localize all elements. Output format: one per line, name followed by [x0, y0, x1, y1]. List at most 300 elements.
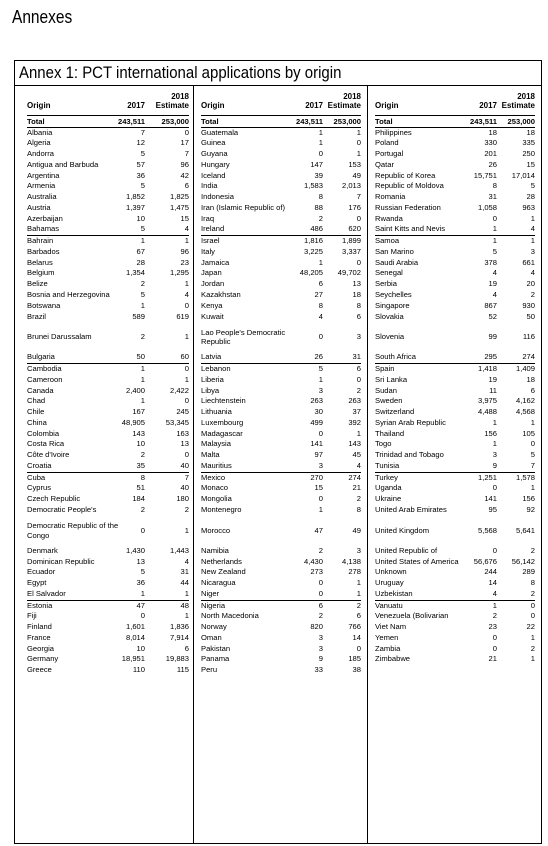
- table-row: [375, 128, 535, 139]
- origin-name: Albania: [27, 127, 53, 137]
- value-2018-estimate: 153: [348, 159, 361, 169]
- value-2017: 5: [492, 246, 497, 256]
- table-row: [201, 258, 361, 269]
- value-2017: 18: [488, 127, 497, 137]
- origin-name: Chad: [27, 396, 46, 406]
- table-row: [375, 268, 535, 279]
- table-row: [375, 203, 535, 214]
- table-row: [201, 450, 361, 461]
- table-row: [201, 557, 361, 568]
- value-2017: 0: [318, 578, 323, 588]
- table-row: [375, 224, 535, 235]
- value-2017: 26: [488, 159, 497, 169]
- value-2017: 0: [492, 213, 497, 223]
- origin-name: Indonesia: [201, 192, 234, 202]
- value-2018-estimate: 18: [526, 374, 535, 384]
- value-2017: 10: [136, 213, 145, 223]
- table-row: [27, 214, 189, 225]
- value-2017: 378: [484, 257, 497, 267]
- origin-name: Total: [27, 117, 45, 126]
- origin-name: Zimbabwe: [375, 654, 411, 664]
- header-2018-estimate: Estimate: [327, 101, 361, 110]
- origin-name: Italy: [201, 246, 215, 256]
- value-2017: 8: [492, 181, 497, 191]
- value-2017: 201: [484, 149, 497, 159]
- page-heading: Annexes: [12, 7, 73, 27]
- table-row: [201, 516, 361, 546]
- value-2018-estimate: 1: [356, 127, 361, 137]
- table-row: [375, 149, 535, 160]
- origin-name: Slovakia: [375, 311, 404, 321]
- value-2018-estimate: 17: [180, 138, 189, 148]
- value-2017: 0: [492, 545, 497, 555]
- value-2017: 48,205: [299, 268, 323, 278]
- value-2018-estimate: 4,568: [515, 407, 535, 417]
- table-row: [201, 654, 361, 665]
- value-2018-estimate: 1: [184, 279, 189, 289]
- value-2018-estimate: 6: [356, 611, 361, 621]
- origin-name: Kenya: [201, 300, 223, 310]
- total-row: [375, 116, 535, 128]
- value-2017: 1: [140, 236, 145, 246]
- value-2017: 8: [318, 192, 323, 202]
- value-2017: 19: [488, 279, 497, 289]
- origin-name: Niger: [201, 588, 220, 598]
- origin-name: Hungary: [201, 159, 230, 169]
- value-2017: 3,975: [477, 396, 497, 406]
- table-row: [201, 386, 361, 397]
- value-2018-estimate: 963: [522, 202, 535, 212]
- value-2017: 141: [484, 494, 497, 504]
- table-row: [375, 557, 535, 568]
- value-2018-estimate: 1,836: [169, 622, 189, 632]
- origin-name: Libya: [201, 385, 220, 395]
- table-row: [27, 654, 189, 665]
- origin-name: Bosnia and Herzegovina: [27, 289, 110, 299]
- origin-name: Bulgaria: [27, 352, 55, 362]
- table-row: [27, 611, 189, 622]
- value-2017: 589: [132, 311, 145, 321]
- table-row: [201, 235, 361, 247]
- value-2018-estimate: 185: [348, 654, 361, 664]
- value-2017: 3: [318, 632, 323, 642]
- origin-name: Monaco: [201, 483, 229, 493]
- value-2018-estimate: 0: [356, 138, 361, 148]
- origin-name: Sri Lanka: [375, 374, 408, 384]
- value-2018-estimate: 8: [356, 505, 361, 514]
- value-2018-estimate: 335: [522, 138, 535, 148]
- value-2017: 15,751: [473, 170, 497, 180]
- table-row: [201, 439, 361, 450]
- value-2018-estimate: 620: [348, 224, 361, 234]
- value-2017: 31: [488, 192, 497, 202]
- value-2018-estimate: 1,295: [169, 268, 189, 278]
- value-2018-estimate: 44: [180, 578, 189, 588]
- value-2017: 4,430: [303, 556, 323, 566]
- table-row: [375, 138, 535, 149]
- value-2017: 9: [492, 460, 497, 470]
- value-2017: 4: [492, 289, 497, 299]
- value-2017: 97: [314, 450, 323, 460]
- value-2017: 3: [318, 643, 323, 653]
- value-2018-estimate: 45: [352, 450, 361, 460]
- table-row: [375, 192, 535, 203]
- origin-name: Peru: [201, 665, 218, 675]
- origin-name: Togo: [375, 439, 392, 449]
- value-2018-estimate: 48: [180, 600, 189, 610]
- origin-name: Tunisia: [375, 460, 400, 470]
- value-2017: 8,014: [125, 632, 145, 642]
- value-2017: 1: [140, 588, 145, 598]
- header-2018-year: 2018: [171, 92, 189, 101]
- origin-name: Belgium: [27, 268, 55, 278]
- table-row: [201, 567, 361, 578]
- value-2018-estimate: 31: [180, 567, 189, 577]
- table-row: [201, 363, 361, 375]
- origin-name: United States of America: [375, 556, 459, 566]
- origin-name: Algeria: [27, 138, 51, 148]
- value-2017: 2: [318, 611, 323, 621]
- table-row: [375, 429, 535, 440]
- origin-name: Dominican Republic: [27, 556, 95, 566]
- header-2017: 2017: [479, 101, 497, 110]
- origin-name: Unknown: [375, 567, 407, 577]
- origin-name: Armenia: [27, 181, 56, 191]
- table-row: [375, 589, 535, 600]
- value-2017: 5: [140, 224, 145, 234]
- value-2018-estimate: 263: [348, 396, 361, 406]
- origin-name: Montenegro: [201, 505, 242, 514]
- origin-name: El Salvador: [27, 588, 66, 598]
- origin-name: Croatia: [27, 460, 52, 470]
- value-2018-estimate: 8: [530, 578, 535, 588]
- value-2018-estimate: 0: [530, 439, 535, 449]
- value-2018-estimate: 15: [526, 159, 535, 169]
- value-2018-estimate: 253,000: [333, 117, 361, 126]
- table-row: [27, 567, 189, 578]
- origin-name: Serbia: [375, 279, 397, 289]
- value-2017: 18,951: [121, 654, 145, 664]
- value-2018-estimate: 1: [530, 417, 535, 427]
- table-row: [375, 654, 535, 665]
- table-row: [201, 589, 361, 600]
- value-2017: 1: [492, 417, 497, 427]
- value-2017: 21: [488, 654, 497, 664]
- value-2017: 19: [488, 374, 497, 384]
- origin-name: Lao People's Democratic Republic: [201, 327, 286, 347]
- origin-name: United Republic of: [375, 545, 438, 555]
- table-row: [375, 461, 535, 472]
- value-2017: 273: [310, 567, 323, 577]
- header-2018: [328, 92, 361, 110]
- value-2018-estimate: 115: [176, 665, 189, 675]
- table-row: [201, 644, 361, 655]
- value-2018-estimate: 4,162: [515, 396, 535, 406]
- value-2018-estimate: 19,883: [165, 654, 189, 664]
- origin-name: Portugal: [375, 149, 404, 159]
- value-2017: 10: [136, 439, 145, 449]
- origin-name: Cameroon: [27, 374, 63, 384]
- value-2018-estimate: 116: [522, 332, 535, 342]
- value-2018-estimate: 1: [184, 374, 189, 384]
- value-2018-estimate: 22: [526, 622, 535, 632]
- origin-name: Lithuania: [201, 407, 232, 417]
- value-2018-estimate: 56,142: [511, 556, 535, 566]
- table-row: [27, 665, 189, 676]
- origin-name: Russian Federation: [375, 202, 441, 212]
- origin-name: Venezuela (Bolivarian: [375, 611, 449, 621]
- value-2017: 39: [314, 170, 323, 180]
- value-2018-estimate: 2: [530, 289, 535, 299]
- table-row: [375, 312, 535, 323]
- table-row: [27, 279, 189, 290]
- value-2017: 4: [492, 268, 497, 278]
- value-2018-estimate: 7: [530, 460, 535, 470]
- origin-name: Greece: [27, 665, 52, 675]
- table-row: [201, 160, 361, 171]
- value-2018-estimate: 0: [530, 611, 535, 621]
- value-2018-estimate: 274: [522, 352, 535, 362]
- origin-name: Liechtenstein: [201, 396, 246, 406]
- table-row: [27, 128, 189, 139]
- value-2017: 13: [136, 556, 145, 566]
- value-2018-estimate: 1: [184, 611, 189, 621]
- value-2018-estimate: 1: [184, 525, 189, 535]
- value-2017: 2: [140, 332, 145, 342]
- value-2018-estimate: 2,422: [169, 385, 189, 395]
- origin-name: China: [27, 417, 47, 427]
- value-2017: 270: [310, 472, 323, 482]
- value-2017: 2: [140, 279, 145, 289]
- value-2018-estimate: 180: [176, 494, 189, 504]
- origin-name: Luxembourg: [201, 417, 244, 427]
- column-header: [201, 91, 361, 116]
- value-2017: 110: [132, 665, 145, 675]
- value-2017: 56,676: [473, 556, 497, 566]
- origin-name: Yemen: [375, 632, 399, 642]
- value-2017: 6: [318, 600, 323, 610]
- value-2017: 5,568: [477, 525, 497, 535]
- value-2018-estimate: 2: [356, 385, 361, 395]
- value-2017: 1: [140, 364, 145, 374]
- origin-name: Netherlands: [201, 556, 242, 566]
- origin-name: Jamaica: [201, 257, 230, 267]
- origin-name: Guinea: [201, 138, 226, 148]
- origin-name: Côte d'Ivoire: [27, 450, 70, 460]
- table-row: [201, 375, 361, 386]
- value-2018-estimate: 392: [348, 417, 361, 427]
- origin-name: Denmark: [27, 545, 58, 555]
- origin-name: Iceland: [201, 170, 226, 180]
- origin-name: New Zealand: [201, 567, 246, 577]
- value-2018-estimate: 13: [352, 279, 361, 289]
- value-2018-estimate: 245: [176, 407, 189, 417]
- table-row: [27, 622, 189, 633]
- value-2017: 1: [492, 600, 497, 610]
- table-row: [201, 461, 361, 472]
- value-2017: 27: [314, 289, 323, 299]
- header-2018-year: 2018: [517, 92, 535, 101]
- value-2017: 2,400: [125, 385, 145, 395]
- origin-name: Estonia: [27, 600, 53, 610]
- origin-name: Costa Rica: [27, 439, 65, 449]
- value-2018-estimate: 92: [526, 505, 535, 514]
- header-2017: 2017: [305, 101, 323, 110]
- table-row: [201, 600, 361, 612]
- value-2017: 28: [136, 257, 145, 267]
- value-2017: 184: [132, 494, 145, 504]
- value-2017: 3,225: [303, 246, 323, 256]
- value-2018-estimate: 930: [522, 300, 535, 310]
- origin-name: Madagascar: [201, 428, 243, 438]
- table-row: [375, 622, 535, 633]
- table-row: [201, 203, 361, 214]
- value-2017: 0: [318, 149, 323, 159]
- value-2018-estimate: 40: [180, 483, 189, 493]
- origin-name: Nigeria: [201, 600, 226, 610]
- origin-name: Thailand: [375, 428, 405, 438]
- value-2017: 9: [318, 654, 323, 664]
- value-2018-estimate: 6: [356, 364, 361, 374]
- value-2017: 820: [310, 622, 323, 632]
- origin-name: Malaysia: [201, 439, 231, 449]
- origin-name: France: [27, 632, 51, 642]
- origin-name: Antigua and Barbuda: [27, 159, 99, 169]
- value-2017: 36: [136, 578, 145, 588]
- value-2018-estimate: 23: [180, 257, 189, 267]
- value-2017: 3: [492, 450, 497, 460]
- value-2018-estimate: 2,013: [341, 181, 361, 191]
- origin-name: Philippines: [375, 127, 412, 137]
- table-row: [27, 386, 189, 397]
- value-2018-estimate: 31: [352, 352, 361, 362]
- value-2017: 243,511: [117, 117, 145, 126]
- header-origin: Origin: [201, 101, 225, 110]
- table-row: [27, 235, 189, 247]
- origin-name: Lebanon: [201, 364, 231, 374]
- table-row: [201, 418, 361, 429]
- table-row: [27, 203, 189, 214]
- table-row: [375, 279, 535, 290]
- table-row: [27, 352, 189, 363]
- table-row: [201, 322, 361, 352]
- table-row: [375, 258, 535, 269]
- value-2017: 50: [136, 352, 145, 362]
- origin-name: Saint Kitts and Nevis: [375, 224, 446, 234]
- table-row: [201, 494, 361, 505]
- origin-name: Switzerland: [375, 407, 415, 417]
- value-2018-estimate: 2: [356, 494, 361, 504]
- value-2018-estimate: 18: [526, 127, 535, 137]
- table-row: [201, 407, 361, 418]
- table-row: [375, 611, 535, 622]
- value-2018-estimate: 1: [530, 236, 535, 246]
- origin-name: Rwanda: [375, 213, 403, 223]
- table-row: [27, 247, 189, 258]
- value-2018-estimate: 28: [526, 192, 535, 202]
- value-2017: 33: [314, 665, 323, 675]
- value-2017: 14: [488, 578, 497, 588]
- value-2018-estimate: 163: [176, 428, 189, 438]
- value-2017: 0: [318, 588, 323, 598]
- table-row: [375, 290, 535, 301]
- value-2017: 15: [314, 483, 323, 493]
- table-row: [27, 516, 189, 546]
- value-2018-estimate: 60: [180, 352, 189, 362]
- table-row: [27, 375, 189, 386]
- value-2017: 5: [140, 181, 145, 191]
- table-row: [375, 578, 535, 589]
- value-2017: 30: [314, 407, 323, 417]
- value-2017: 0: [318, 332, 323, 342]
- value-2017: 67: [136, 246, 145, 256]
- origin-name: Singapore: [375, 300, 410, 310]
- origin-name: Viet Nam: [375, 622, 407, 632]
- total-row: [201, 116, 361, 128]
- value-2018-estimate: 4: [184, 224, 189, 234]
- value-2017: 1,058: [477, 202, 497, 212]
- origin-name: Republic of Korea: [375, 170, 436, 180]
- value-2018-estimate: 4: [184, 289, 189, 299]
- value-2017: 52: [488, 311, 497, 321]
- value-2017: 2: [318, 213, 323, 223]
- table-row: [27, 171, 189, 182]
- value-2017: 88: [314, 202, 323, 212]
- value-2018-estimate: 4: [184, 556, 189, 566]
- value-2018-estimate: 1: [530, 632, 535, 642]
- value-2017: 5: [318, 364, 323, 374]
- origin-name: Sudan: [375, 385, 397, 395]
- origin-name: Democratic Republic of the Congo: [27, 521, 119, 540]
- value-2018-estimate: 49: [352, 170, 361, 180]
- origin-name: Sweden: [375, 396, 403, 406]
- origin-name: Germany: [27, 654, 59, 664]
- origin-name: Chile: [27, 407, 45, 417]
- table-row: [375, 494, 535, 505]
- table-row: [201, 622, 361, 633]
- table-row: [375, 171, 535, 182]
- origin-name: Slovenia: [375, 332, 405, 342]
- table-row: [375, 567, 535, 578]
- value-2018-estimate: 105: [522, 428, 535, 438]
- table-row: [375, 301, 535, 312]
- value-2018-estimate: 4: [530, 268, 535, 278]
- origin-name: Pakistan: [201, 643, 231, 653]
- value-2017: 1: [140, 374, 145, 384]
- origin-name: Democratic People's: [27, 505, 97, 514]
- table-row: [27, 483, 189, 494]
- table-row: [375, 505, 535, 516]
- origin-name: Egypt: [27, 578, 47, 588]
- value-2017: 4: [318, 311, 323, 321]
- value-2018-estimate: 5,641: [515, 525, 535, 535]
- value-2018-estimate: 4,138: [341, 556, 361, 566]
- table-row: [375, 322, 535, 352]
- value-2018-estimate: 5: [530, 181, 535, 191]
- value-2017: 1,418: [477, 364, 497, 374]
- header-2017: 2017: [127, 101, 145, 110]
- table-row: [27, 160, 189, 171]
- table-row: [27, 192, 189, 203]
- origin-name: South Africa: [375, 352, 416, 362]
- column-divider: [367, 86, 368, 843]
- table-row: [201, 665, 361, 676]
- value-2017: 156: [484, 428, 497, 438]
- value-2017: 1: [318, 257, 323, 267]
- origin-name: Mongolia: [201, 494, 232, 504]
- value-2018-estimate: 1: [356, 428, 361, 438]
- value-2018-estimate: 1: [530, 213, 535, 223]
